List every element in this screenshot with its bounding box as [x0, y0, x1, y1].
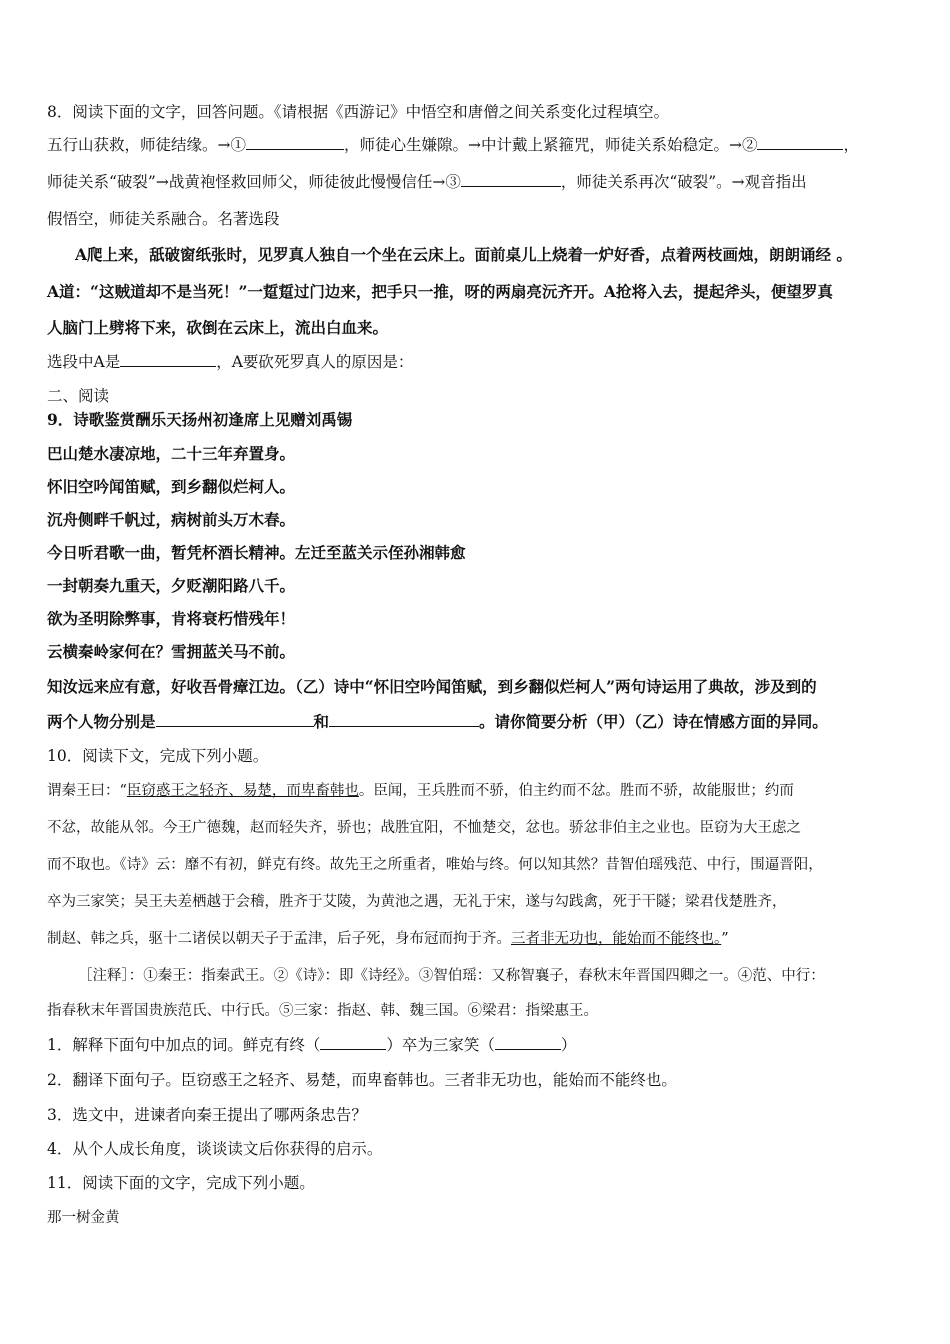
q9-poem-line-2: 怀旧空吟闻笛赋，到乡翻似烂柯人。 — [47, 477, 296, 496]
q9-poem-line-3: 沉舟侧畔千帆过，病树前头万木春。 — [47, 510, 296, 529]
section-2-heading: 二、阅读 — [47, 387, 110, 405]
q10-title: 10．阅读下文，完成下列小题。 — [47, 747, 269, 765]
q8-blank-a[interactable] — [120, 352, 216, 367]
q10-sub-question-4: 4．从个人成长角度，谈谈读文后你获得的启示。 — [47, 1140, 383, 1158]
q10-blank-word-2[interactable] — [495, 1035, 561, 1050]
q10-note-line-1: ［注释］：①秦王：指秦武王。②《诗》：即《诗经》。③智伯瑶：又称智襄子，春秋末年晋国四卿之一。④范、中行： — [78, 968, 825, 984]
q10-p5-end: ” — [721, 931, 729, 947]
q11-title: 11．阅读下面的文字，完成下列小题。 — [47, 1174, 315, 1192]
q10-p1-underlined: 臣窃惑王之轻齐、易楚，而卑畜韩也 — [126, 783, 359, 799]
q8-line1-part-b: ，师徒心生嫌隙。→中计戴上紧箍咒，师徒关系始稳定。→② — [344, 136, 758, 154]
q10-passage-line-4: 卒为三家笑；吴王夫差栖越于会稽，胜齐于艾陵，为黄池之遇，无礼于宋，遂与勾践禽，死于干隧；梁君伐楚胜齐， — [47, 894, 787, 910]
q8-line2-part-a: 师徒关系“破裂”→战黄袍怪救回师父，师徒彼此慢慢信任→③ — [47, 173, 461, 191]
q9-q2-part-b: 和 — [313, 712, 330, 731]
q8-blank-2[interactable] — [757, 135, 843, 150]
q10-p1-rest: 。臣闻，王兵胜而不骄，伯主约而不忿。胜而不骄，故能服世；约而 — [358, 783, 794, 799]
q8-excerpt-line-3: 人脑门上劈将下来，砍倒在云床上，流出白血来。 — [47, 318, 389, 337]
q10-passage-line-5 — [47, 929, 729, 949]
q9-question-line-1: 知汝远来应有意，好收吾骨瘴江边。（乙）诗中“怀旧空吟闻笛赋，到乡翻似烂柯人”两句诗运用了典故，涉及到的 — [47, 677, 817, 696]
q8-line1-part-a: 五行山获救，师徒结缘。→① — [47, 136, 246, 154]
q8-blank-3[interactable] — [461, 172, 561, 187]
q9-poem-line-7: 云横秦岭家何在？雪拥蓝关马不前。 — [47, 642, 296, 661]
q10-s1-part-b: ）卒为三家笑（ — [386, 1036, 495, 1054]
q8-ask-a-text: 选段中A是 — [47, 353, 121, 371]
q8-fill-line-1 — [47, 135, 859, 155]
q10-sub-question-2: 2．翻译下面句子。臣窃惑王之轻齐、易楚，而卑畜韩也。三者非无功也，能始而不能终也。 — [47, 1071, 677, 1089]
q10-sub-question-1 — [47, 1035, 576, 1055]
q10-p1-start: 谓秦王曰：“ — [47, 783, 127, 799]
q9-q2-part-a: 两个人物分别是 — [47, 712, 156, 731]
q9-blank-person-1[interactable] — [156, 712, 314, 727]
q9-blank-person-2[interactable] — [329, 712, 479, 727]
q9-poem-line-6: 欲为圣明除弊事，肯将衰朽惜残年！ — [47, 609, 296, 628]
q8-fill-line-2 — [47, 172, 807, 192]
q9-question-line-2 — [47, 712, 828, 732]
q10-s1-part-c: ） — [560, 1036, 577, 1054]
q10-passage-line-3: 而不取也。《诗》云：靡不有初，鲜克有终。故先王之所重者，唯始与终。何以知其然？昔智伯瑶残范、中行，围逼晋阳， — [47, 857, 823, 873]
q8-line2-part-b: ，师徒关系再次“破裂”。→观音指出 — [560, 173, 807, 191]
q8-title: 8．阅读下面的文字，回答问题。《请根据《西游记》中悟空和唐僧之间关系变化过程填空。 — [47, 103, 670, 121]
q8-fill-line-3: 假悟空，师徒关系融合。名著选段 — [47, 210, 280, 228]
q9-poem-line-4: 今日听君歌一曲，暂凭杯酒长精神。左迁至蓝关示侄孙湘韩愈 — [47, 543, 466, 562]
q9-q2-part-c: 。请你简要分析（甲）（乙）诗在情感方面的异同。 — [479, 712, 828, 731]
q8-blank-1[interactable] — [246, 135, 344, 150]
q10-sub-question-3: 3．选文中，进谏者向秦王提出了哪两条忠告？ — [47, 1106, 367, 1124]
q8-question-a — [47, 352, 413, 372]
q10-blank-word-1[interactable] — [320, 1035, 386, 1050]
q11-passage-title: 那一树金黄 — [47, 1210, 120, 1226]
q10-passage-line-2: 不忿，故能从邻。今王广德魏，赵而轻失齐，骄也；战胜宜阳，不恤楚交，忿也。骄忿非伯主之业也。臣窃为大王虑之 — [47, 820, 801, 836]
q9-poem-line-1: 巴山楚水凄凉地，二十三年弃置身。 — [47, 444, 296, 463]
q8-excerpt-line-2: A道：“这贼道却不是当死！”一踅踅过门边来，把手只一推，呀的两扇亮沅齐开。A抢将入去，提起斧头，便望罗真 — [47, 282, 833, 301]
q10-p5-underlined: 三者非无功也，能始而不能终也。 — [511, 931, 722, 947]
q9-poem-line-5: 一封朝奏九重天，夕贬潮阳路八千。 — [47, 576, 296, 595]
q8-excerpt-line-1: A爬上来，舐破窗纸张时，见罗真人独自一个坐在云床上。面前桌儿上烧着一炉好香，点着两枝画烛，朗朗诵经 。 — [75, 245, 852, 264]
q10-s1-part-a: 1．解释下面句中加点的词。鲜克有终（ — [47, 1036, 321, 1054]
q8-line1-part-c: ， — [843, 136, 859, 154]
q10-passage-line-1 — [47, 781, 794, 801]
q10-note-line-2: 指春秋末年晋国贵族范氏、中行氏。⑤三家：指赵、韩、魏三国。⑥梁君：指梁惠王。 — [47, 1003, 598, 1019]
q8-ask-b-text: ，A要砍死罗真人的原因是： — [216, 353, 414, 371]
q9-title: 9．诗歌鉴赏酬乐天扬州初逢席上见赠刘禹锡 — [47, 410, 353, 429]
q10-p5-start: 制赵、韩之兵，驱十二诸侯以朝天子于孟津，后子死，身布冠而拘于齐。 — [47, 931, 511, 947]
